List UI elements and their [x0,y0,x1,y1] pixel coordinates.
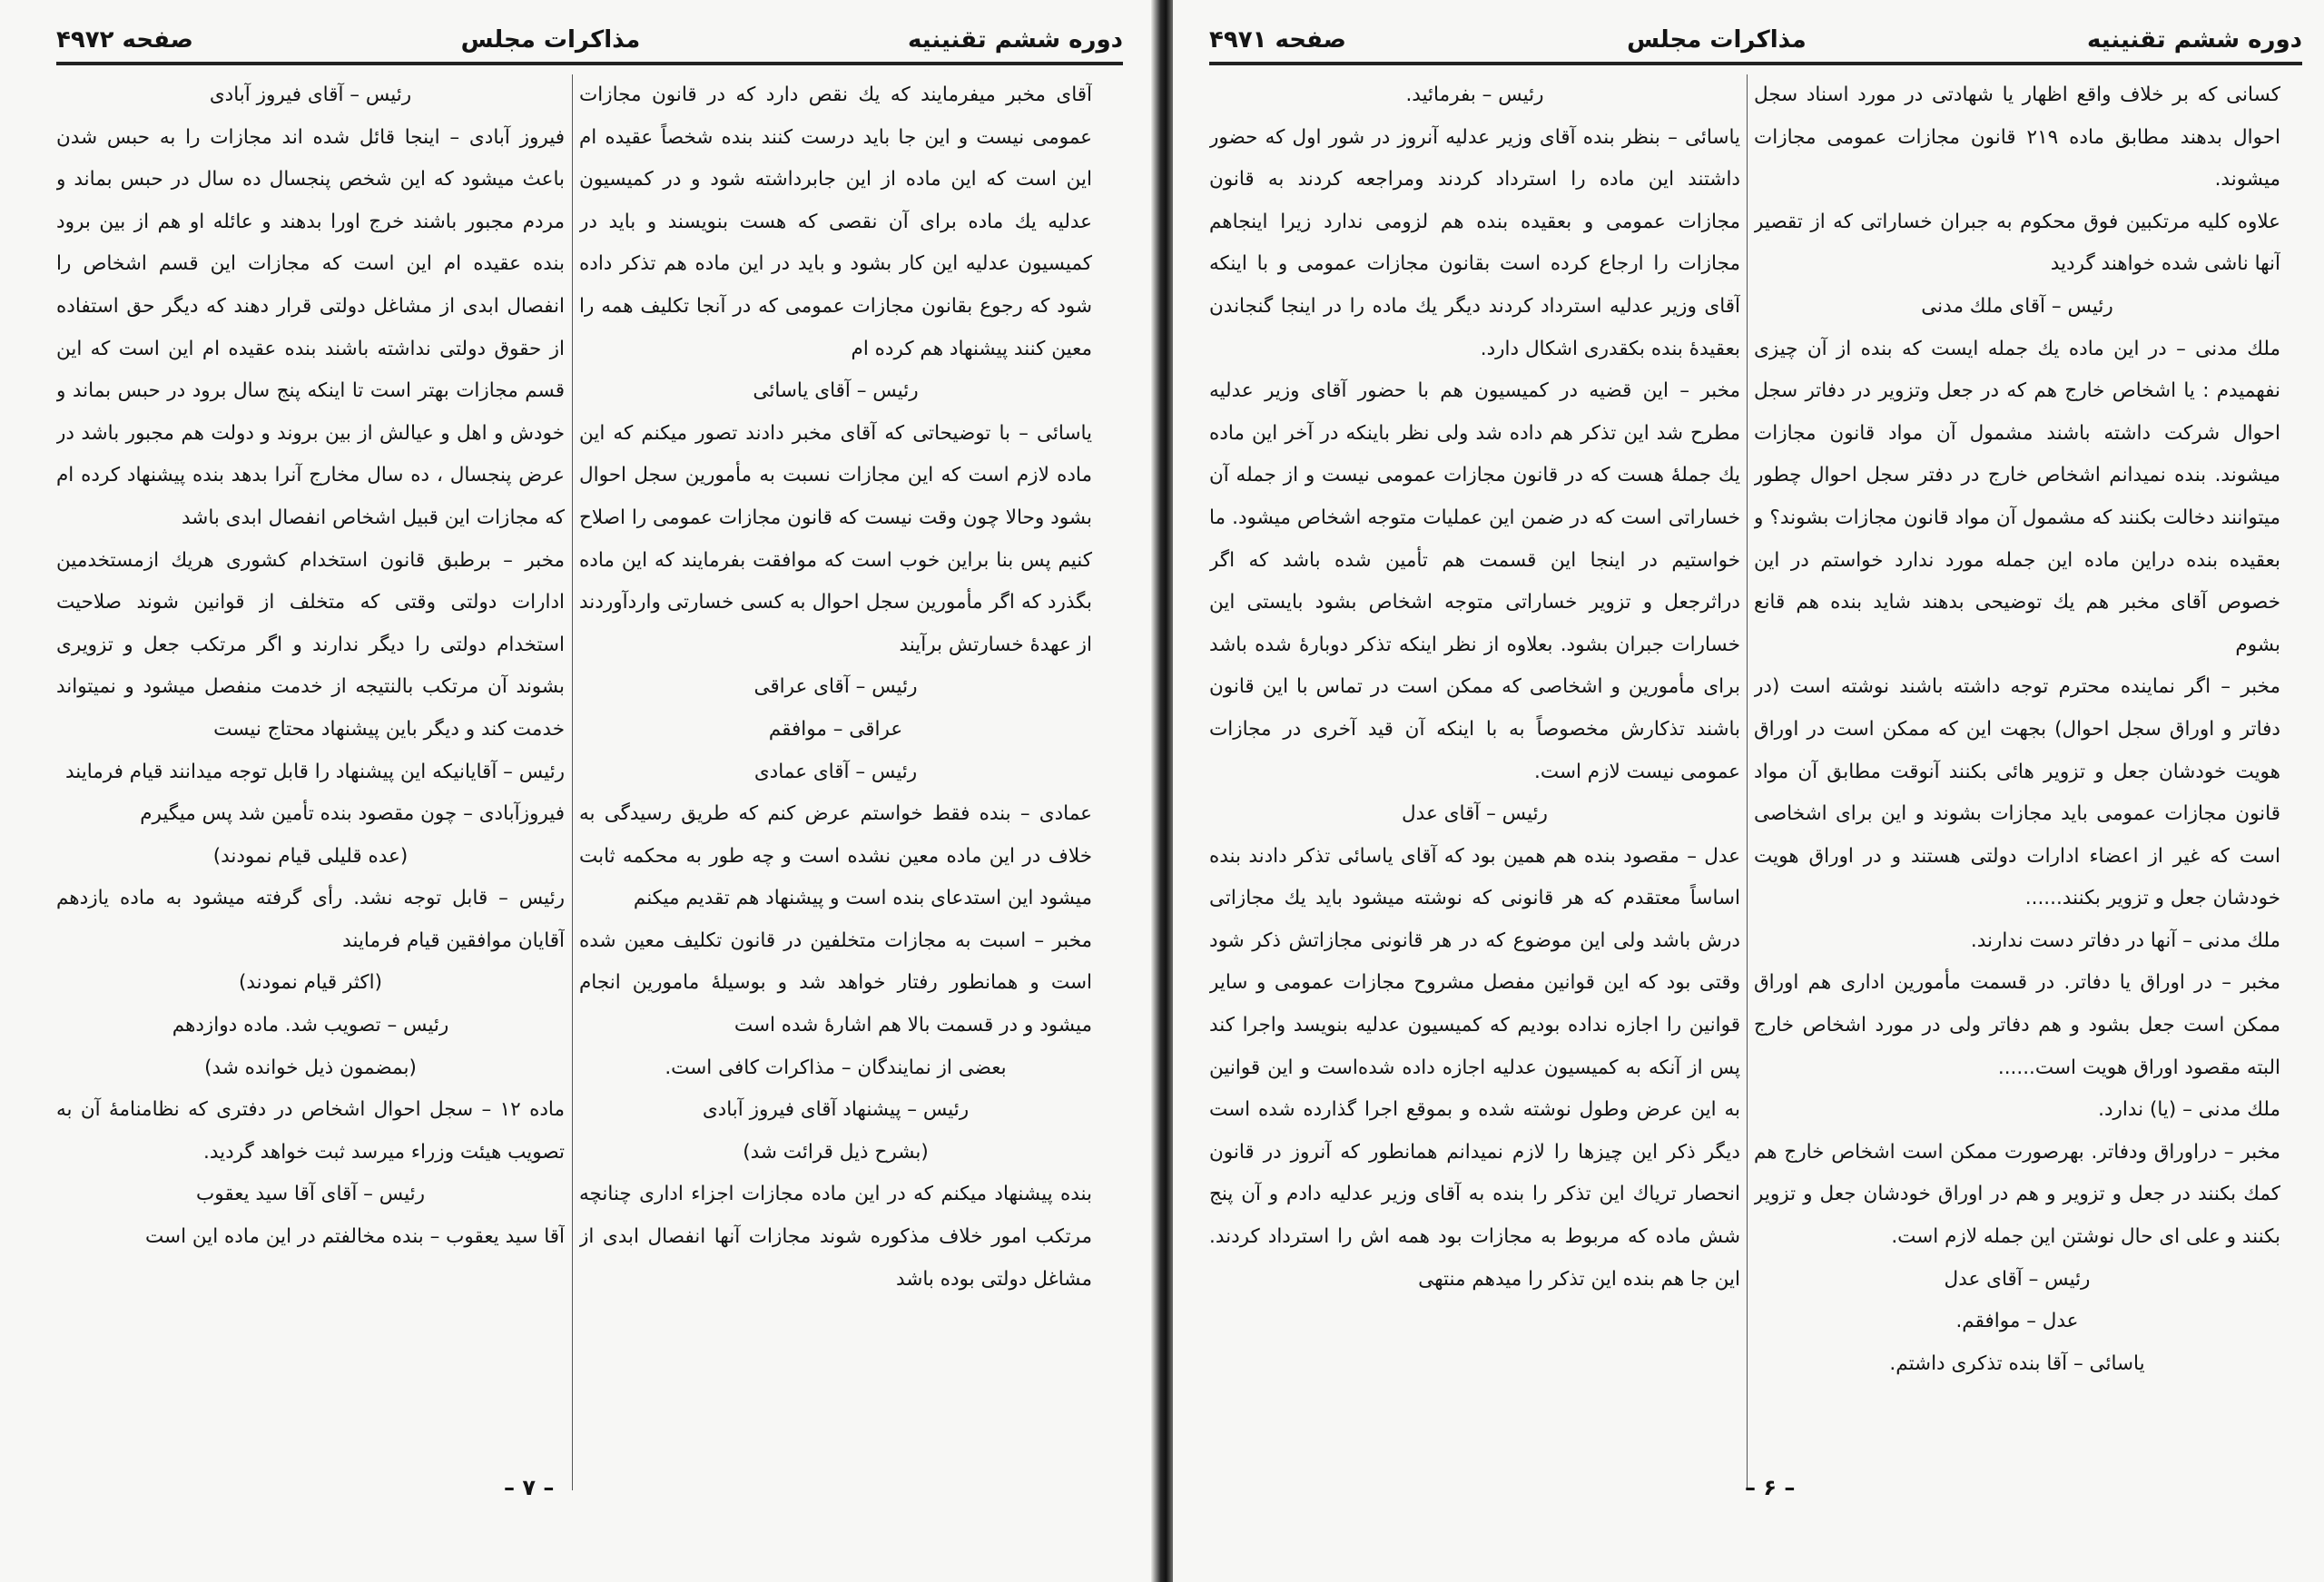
session-label: دوره ششم تقنینیه [2086,26,2302,54]
page-label: صفحه ۴۹۷۱ [1209,26,1346,54]
left-page-header [56,22,1123,58]
speaker-line: رئیس – تصویب شد. ماده دوازدهم [172,1014,449,1037]
speaker-line: رئیس – آقای عدل [1402,802,1548,826]
paragraph: عدل – مقصود بنده هم همین بود كه آقای یاسائی تذكر دادند بنده اساساً معتقدم كه هر قانونی كه نوشته میشود باید یك مجازاتی درش باشد ولی این موضوع كه در هر قانونی مجازاتش ذكر شود وقتی بود كه این قوانین مفصل مشروح مجازات عمومی و سایر قوانین را اجازه نداده بودیم كه كمیسیون عدلیه بنویسد واجرا كند پس از آنكه به كمیسیون عدلیه اجازه داده شده‌است و این قوانین به این عرض وطول نوشته شده و بموقع اجرا گذارده شده است دیگر ذكر این چیزها را لازم نمیدانم همانطور كه آنروز در قانون انحصار تریاك این تذكر را بنده به آقای وزیر عدلیه دادم و آن پنج شش ماده كه مربوط به مجازات بود همه اش را استرداد كردند. این جا هم بنده این تذكر را میدهم منتهی [1209,844,1740,1291]
speaker-line: رئیس – آقای عراقی [753,675,918,699]
paragraph: ملك مدنی – (یا) ندارد. [2098,1098,2280,1122]
speaker-line: عراقی – موافقم [768,717,903,741]
speaker-line: رئیس – بفرمائید. [1405,84,1544,106]
paragraph: مخبر – این قضیه در كمیسیون هم با حضور آقای وزیر عدلیه مطرح شد این تذكر هم داده شد ولی نظر باینكه در آخر این ماده یك جملهٔ هست كه در قانون مجازات عمومی نیست و از جمله آن خساراتی است كه در ضمن این عملیات متوجه اشخاص میشود. ما خواستیم در اینجا این قسمت هم تأمین شده باشد كه اگر دراثرجعل و تزویر خساراتی متوجه اشخاص بشود بایستی این خسارات جبران بشود. بعلاوه از نظر اینكه تذكر دوبارهٔ شده باشد برای مأمورین و اشخاصی كه ممكن است در تماس با این قانون باشند تذكارش مخصوصاً به با اینكه آن قید آخری در مجازات عمومی نیست لازم است. [1209,379,1740,783]
paragraph: رئیس – قابل توجه نشد. رأی گرفته میشود به ماده یازدهم آقایان موافقین قیام فرمایند [56,887,565,952]
paragraph: علاوه كلیه مرتكبین فوق محكوم به جبران خساراتی كه از تقصیر آنها ناشی شده خواهند گردید [1754,210,2280,276]
left-page-column-left [56,74,565,1490]
speaker-line: رئیس – آقای آقا سید یعقوب [196,1183,425,1206]
right-page-column-left [1209,74,1740,1490]
paragraph: مخبر – اگر نماینده محترم توجه داشته باشند نوشته است (در دفاتر و اوراق سجل احوال) بجهت این كه ممكن است در اوراق هویت خودشان جعل و تزویر هائی بكنند آنوقت مطابق آن مواد قانون مجازات عمومی باید مجازات بشوند و این برای اشخاصی است كه غیر از اعضاء ادارات دولتی هستند و در اوراق هویت خودشان جعل و تزویر بكنند...... [1754,675,2280,910]
speaker-line: رئیس – آقای عمادی [753,760,918,783]
paragraph: آقای مخبر میفرمایند كه یك نقص دارد كه در قانون مجازات عمومی نیست و این جا باید درست كنند بنده شخصاً عقیده ام این است كه این ماده از این جابرداشته شود و در كمیسیون عدلیه یك ماده برای آن نقصی كه هست بنویسند و باید در كمیسیون عدلیه این كار بشود و باید در این ماده هم تذكر داده شود كه رجوع بقانون مجازات عمومی كه در آنجا تكلیف همه را معین كنند پیشنهاد هم كرده ام [579,84,1092,360]
paragraph: آقا سید یعقوب – بنده مخالفتم در این ماده این است [144,1225,565,1249]
column-divider [572,74,573,1490]
note-line: (بمضمون ذیل خوانده شد) [204,1056,417,1079]
left-page [0,0,1157,1582]
speaker-line: رئیس – آقای یاسائی [753,379,919,403]
speaker-line: رئیس – آقای ملك مدنی [1921,294,2113,318]
speaker-line: رئیس – آقای عدل [1944,1267,2091,1291]
header-title: مذاكرات مجلس [1627,26,1807,54]
session-label: دوره ششم تقنينيه [907,26,1123,54]
speaker-line: رئیس – آقای فیروز آبادی [209,84,412,106]
paragraph: كسانی كه بر خلاف واقع اظهار یا شهادتی در مورد اسناد سجل احوال بدهند مطابق ماده ۲۱۹ قانون مجازات عمومی مجازات میشوند. [1754,84,2280,192]
right-page-column-right [1754,74,2280,1490]
paragraph: مخبر – اسبت به مجازات متخلفین در قانون تكلیف معین شده است و همانطور رفتار خواهد شد و بوسیلهٔ مامورین انجام میشود و در قسمت بالا هم اشارهٔ شده است [579,929,1092,1037]
page-number: – ۷ – [504,1475,555,1500]
paragraph: یاسائی – با توضیحاتی كه آقای مخبر دادند تصور میكنم كه این ماده لازم است كه این مجازات نسبت به مأمورین سجل احوال بشود وحالا چون وقت نیست كه قانون مجازات عمومی را اصلاح كنیم پس بنا براین خوب است كه موافقت بفرمایند كه این ماده بگذرد كه اگر مأمورین سجل احوال به كسی خسارتی واردآوردند از عهدهٔ خسارتش برآیند [579,421,1092,656]
paragraph: ملك مدنی – در این ماده یك جمله ایست كه بنده از آن چیزی نفهمیدم : یا اشخاص خارج هم كه در جعل وتزویر در دفاتر سجل احوال شركت داشته باشند مشمول آن مواد قانون مجازات میشوند. بنده نمیدانم اشخاص خارج در دفتر سجل احوال چطور میتوانند دخالت بكنند كه مشمول آن مواد قانون مجازات بشوند؟ و بعقیده بنده دراین ماده این جمله مورد ندارد خواستم در این خصوص آقای مخبر هم یك توضیحی بدهند شاید بنده هم قانع بشوم [1754,337,2280,656]
left-page-column-right [579,74,1092,1436]
paragraph: فیروزآبادی – چون مقصود بنده تأمین شد پس میگیرم [140,802,565,826]
paragraph: رئیس – آقایانیكه این پیشنهاد را قابل توجه میدانند قیام فرمایند [64,760,565,783]
note-line: (بشرح ذیل قرائت شد) [743,1140,929,1164]
paragraph: مخبر – دراوراق ودفاتر. بهرصورت ممكن است اشخاص خارج هم كمك بكنند در جعل و تزویر و هم در اوراق خودشان جعل و تزویر بكنند و علی ای حال نوشتن این جمله لازم است. [1754,1140,2280,1249]
header-title: مذاكرات مجلس [460,26,641,54]
note-line: (عده قلیلی قیام نمودند) [212,844,409,868]
right-page-header [1209,22,2302,58]
paragraph: فیروز آبادی – اینجا قائل شده اند مجازات را به حبس شدن باعث میشود كه این شخص پنجسال ده سال در حبس بماند و مردم مجبور باشند خرج اورا بدهند و عائله او هم از بین برود بنده عقیده ام این است كه مجازات این قسم اشخاص را انفصال ابدی از مشاغل دولتی قرار دهند كه دیگر حق استفاده از حقوق دولتی نداشته باشند بنده عقیده ام این است كه این قسم مجازات بهتر است تا اینكه پنج سال برود در حبس بماند و خودش و اهل و عیالش از بین بروند و دولت هم مجبور باشد در عرض پنجسال ، ده سال مخارج آنرا بدهد بنده پیشنهاد كرده ام كه مجازات این قبیل اشخاص انفصال ابدی باشد [56,125,565,529]
right-page [1173,0,2324,1582]
speaker-line: رئیس – پیشنهاد آقای فیروز آبادی [702,1098,970,1122]
speaker-line: بعضی از نمایندگان – مذاكرات كافی است. [665,1056,1007,1079]
page-label: صفحه ۴۹۷۲ [56,26,193,54]
page-number: – ۶ – [1745,1475,1796,1500]
paragraph: بنده پیشنهاد میكنم كه در این ماده مجازات اجزاء اداری چنانچه مرتكب امور خلاف مذكوره شوند مجازات آنها انفصال ابدی از مشاغل دولتی بوده باشد [579,1183,1092,1291]
paragraph: یاسائی – بنظر بنده آقای وزیر عدلیه آنروز در شور اول كه حضور داشتند این ماده را استرداد كردند ومراجعه كردند به قانون مجازات عمومی و بعقیده بنده هم لزومی ندارد زیرا اینجاهم مجازات را ارجاع كرده است بقانون مجازات عمومی و با اینكه آقای وزیر عدلیه استرداد كردند دیگر یك ماده را در اینجا گنجاندن بعقیدهٔ بنده بكقدری اشكال دارد. [1209,125,1740,360]
speaker-line: یاسائی – آقا بنده تذكری داشتم. [1889,1351,2145,1375]
speaker-line: عدل – موافقم. [1955,1310,2079,1333]
paragraph: مخبر – برطبق قانون استخدام كشوری هریك ازمستخدمین ادارات دولتی وقتی كه متخلف از قوانین شوند صلاحیت استخدام دولتی را دیگر ندارند و اگر مرتكب جعل و تزویری بشوند آن مرتكب بالنتیجه از خدمت منفصل میشود و نمیتواند خدمت كند و دیگر باین پیشنهاد محتاج نیست [56,548,565,741]
paragraph: ماده ۱۲ – سجل احوال اشخاص در دفتری كه نظامنامهٔ آن به تصویب هیئت وزراء میرسد ثبت خواهد گردید. [56,1098,565,1164]
paragraph: مخبر – در اوراق یا دفاتر. در قسمت مأمورین اداری هم اوراق ممكن است جعل بشود و هم دفاتر ولی در مورد اشخاص خارج البته مقصود اوراق هویت است...... [1754,971,2280,1079]
paragraph: ملك مدنی – آنها در دفاتر دست ندارند. [1970,929,2280,952]
paragraph: عمادی – بنده فقط خواستم عرض كنم كه طریق رسیدگی به خلاف در این ماده معین نشده است و چه طور به محكمه ثابت میشود این استدعای بنده است و پیشنهاد هم تقدیم میكنم [579,802,1092,910]
column-divider [1747,74,1748,1490]
header-rule [56,62,1123,65]
header-rule [1209,62,2302,65]
note-line: (اكثر قیام نمودند) [239,971,382,995]
